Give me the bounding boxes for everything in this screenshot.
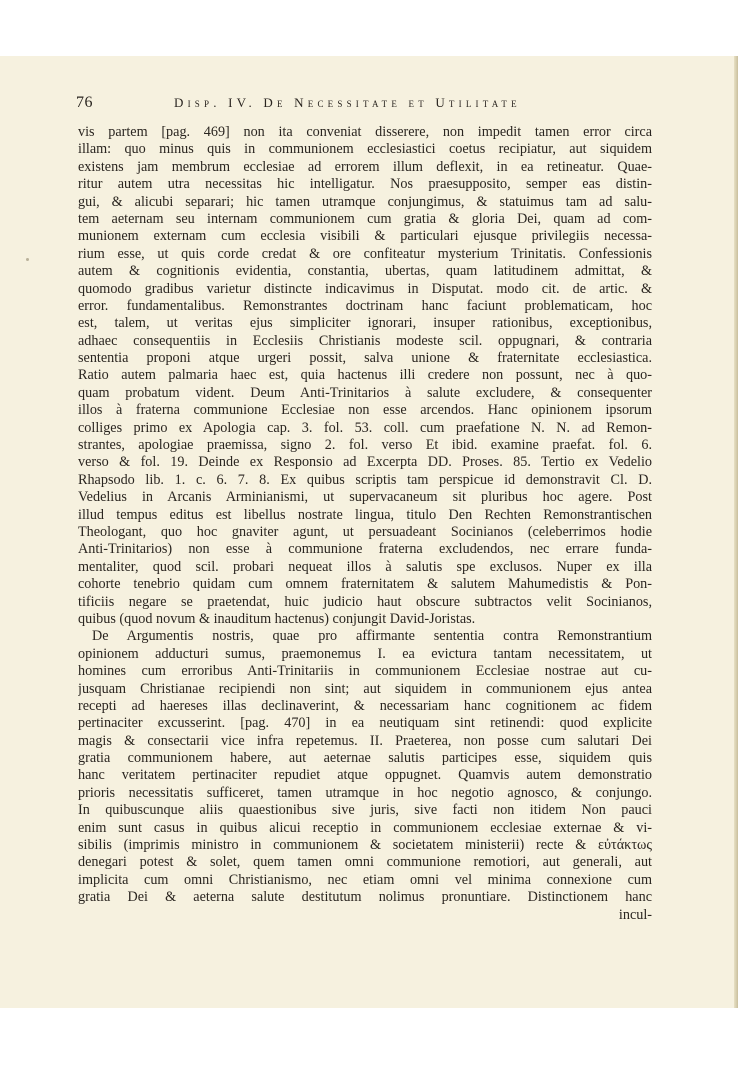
text-line: gratia communionem habere, aut aeternae salutis participes esse, siquidem quis — [78, 750, 652, 767]
text-line: mentaliter, quod scil. probari nequeat illos à salutis spe exclusos. Nuper ex illa — [78, 558, 652, 575]
text-line: vis partem [pag. 469] non ita conveniat disserere, non impedit tamen error circa — [78, 124, 652, 140]
text-line: cohorte tenebrio quidam cum omnem fraternitatem & salutem Mahumedistis & Pon- — [78, 576, 652, 593]
text-line: existens jam membrum ecclesiae ad errorem illum deflexit, in ea retineatur. Quae- — [78, 158, 652, 175]
text-line: Anti-Trinitarios) non esse à communione fraterna excludendos, nec errare funda- — [78, 541, 652, 558]
text-line: illos à fraterna communione Ecclesiae non esse arcendos. Hanc opinionem ipsorum — [78, 402, 652, 419]
text-line: implicita cum omni Christianismo, nec etiam omni vel minima connexione cum — [78, 871, 652, 888]
text-line: Theologant, quo hoc gnaviter agunt, ut persuadeant Socinianos (celeberrimos hodie — [78, 523, 652, 540]
text-line: Vedelius in Arcanis Arminianismi, ut supervacaneum sit pluribus hoc agere. Post — [78, 489, 652, 506]
running-head: Disp. IV. De Necessitate et Utilitate — [174, 95, 521, 110]
text-line: gratia Dei & aeterna salute destitutum nolimus pronuntiare. Distinctionem hanc — [78, 889, 652, 906]
text-line: sibilis (imprimis ministro in communionem & societatem ministerii) recte & εὐτάκτως — [78, 837, 652, 854]
text-line: opinionem adducturi sumus, praemonemus I. ea evictura tantam necessitatem, ut — [78, 645, 652, 662]
text-line: denegari potest & solet, quem tamen omni communione remotiori, aut generali, aut — [78, 854, 652, 871]
text-line: quam probatum vident. Deum Anti-Trinitarios à salute excludere, & consequenter — [78, 384, 652, 401]
text-line: colliges primo ex Apologia cap. 3. fol. 53. coll. cum praefatione N. N. ad Remon- — [78, 419, 652, 436]
text-line: Ratio autem palmaria haec est, quia hactenus illi credere non possunt, nec à quo- — [78, 367, 652, 384]
text-line: De Argumentis nostris, quae pro affirmante sententia contra Remonstrantium — [92, 628, 652, 645]
text-line: sententia proponi atque urgeri possit, salva unione & fraternitate ecclesiastica. — [78, 350, 652, 367]
body-text — [78, 124, 652, 924]
text-line: pertinaciter excusserint. [pag. 470] in ea neutiquam sint retinendi: quod explicite — [78, 715, 652, 732]
text-line: illam: quo minus quis in communionem ecclesiastici coetus recipiatur, aut siquidem — [78, 141, 652, 158]
text-line: munionem externam cum ecclesia visibili & particulari ejusque privilegiis necessa- — [78, 228, 652, 245]
text-line: In quibuscunque aliis quaestionibus sive juris, sive facti non itidem Non pauci — [78, 802, 652, 819]
text-line: recepti ad haereses illas declinaverint, & necessariam hanc cognitionem ac fidem — [78, 697, 652, 714]
text-line: jusquam Christianae recipiendi non sint; aut siquidem in communionem ejus antea — [78, 680, 652, 697]
text-line: quomodo gradibus varietur distincte indicavimus in Disputat. modo cit. de artic. & — [78, 280, 652, 297]
text-line: tificiis negare se praetendat, huic judicio haut obscure subtractos velit Socinianos, — [78, 593, 652, 610]
text-line: gui, & alicubi separari; hic tamen utramque conjungimus, & statuimus tam ad salu- — [78, 193, 652, 210]
text-line: Rhapsodo lib. 1. c. 6. 7. 8. Ex quibus scriptis tam perspicue id demonstravit Cl. D. — [78, 471, 652, 488]
text-line: illud tempus editus est libellus nostrate lingua, titulo Den Rechten Remonstrantischen — [78, 506, 652, 523]
text-line: adhaec consequentiis in Ecclesiis Christianis modeste scil. oppugnari, & contraria — [78, 332, 652, 349]
catchword: incul- — [618, 906, 652, 923]
text-line: hanc veritatem pertinaciter repudiet atque oppugnet. Quamvis autem demonstratio — [78, 767, 652, 784]
text-line: homines cum erroribus Anti-Trinitariis in communionem Ecclesiae nostrae aut cu- — [78, 663, 652, 680]
text-line: verso & fol. 19. Deinde ex Responsio ad Excerpta DD. Proses. 85. Tertio ex Vedelio — [78, 454, 652, 471]
text-line: tem aeternam seu internam communionem cum gratia & gloria Dei, quam ad com- — [78, 210, 652, 227]
text-line: rium esse, ut quis corde credat & ore confiteatur mysterium Trinitatis. Confessionis — [78, 245, 652, 262]
page-header — [76, 94, 650, 114]
margin-speck — [26, 258, 29, 261]
text-line: quibus (quod novum & inauditum hactenus) conjungit David-Joristas. — [78, 610, 476, 627]
text-line: error. fundamentalibus. Remonstrantes doctrinam hanc faciunt problematicam, hoc — [78, 297, 652, 314]
page-edge — [734, 56, 738, 1008]
text-line: autem & cognitionis evidentia, constantia, ubertas, quam latitudinem admittat, & — [78, 263, 652, 280]
text-line: ritur autem utra necessitas hic intelligatur. Nos praesupposito, semper eas distin- — [78, 176, 652, 193]
text-line: magis & consectarii vice infra repetemus. II. Praeterea, non posse cum salutari Dei — [78, 732, 652, 749]
text-line: strantes, apologiae praemissa, signo 2. fol. verso Et ibid. examine praefat. fol. 6. — [78, 437, 652, 454]
text-line: est, talem, ut veritas ejus simpliciter ignorari, insuper rationibus, exceptionibus, — [78, 315, 652, 332]
text-line: prioris necessitatis sufficeret, tamen utramque in hoc negotio agnosco, & conjungo. — [78, 784, 652, 801]
page-number: 76 — [76, 94, 93, 111]
text-line: enim sunt casus in quibus alicui receptio in communionem ecclesiae externae & vi- — [78, 819, 652, 836]
